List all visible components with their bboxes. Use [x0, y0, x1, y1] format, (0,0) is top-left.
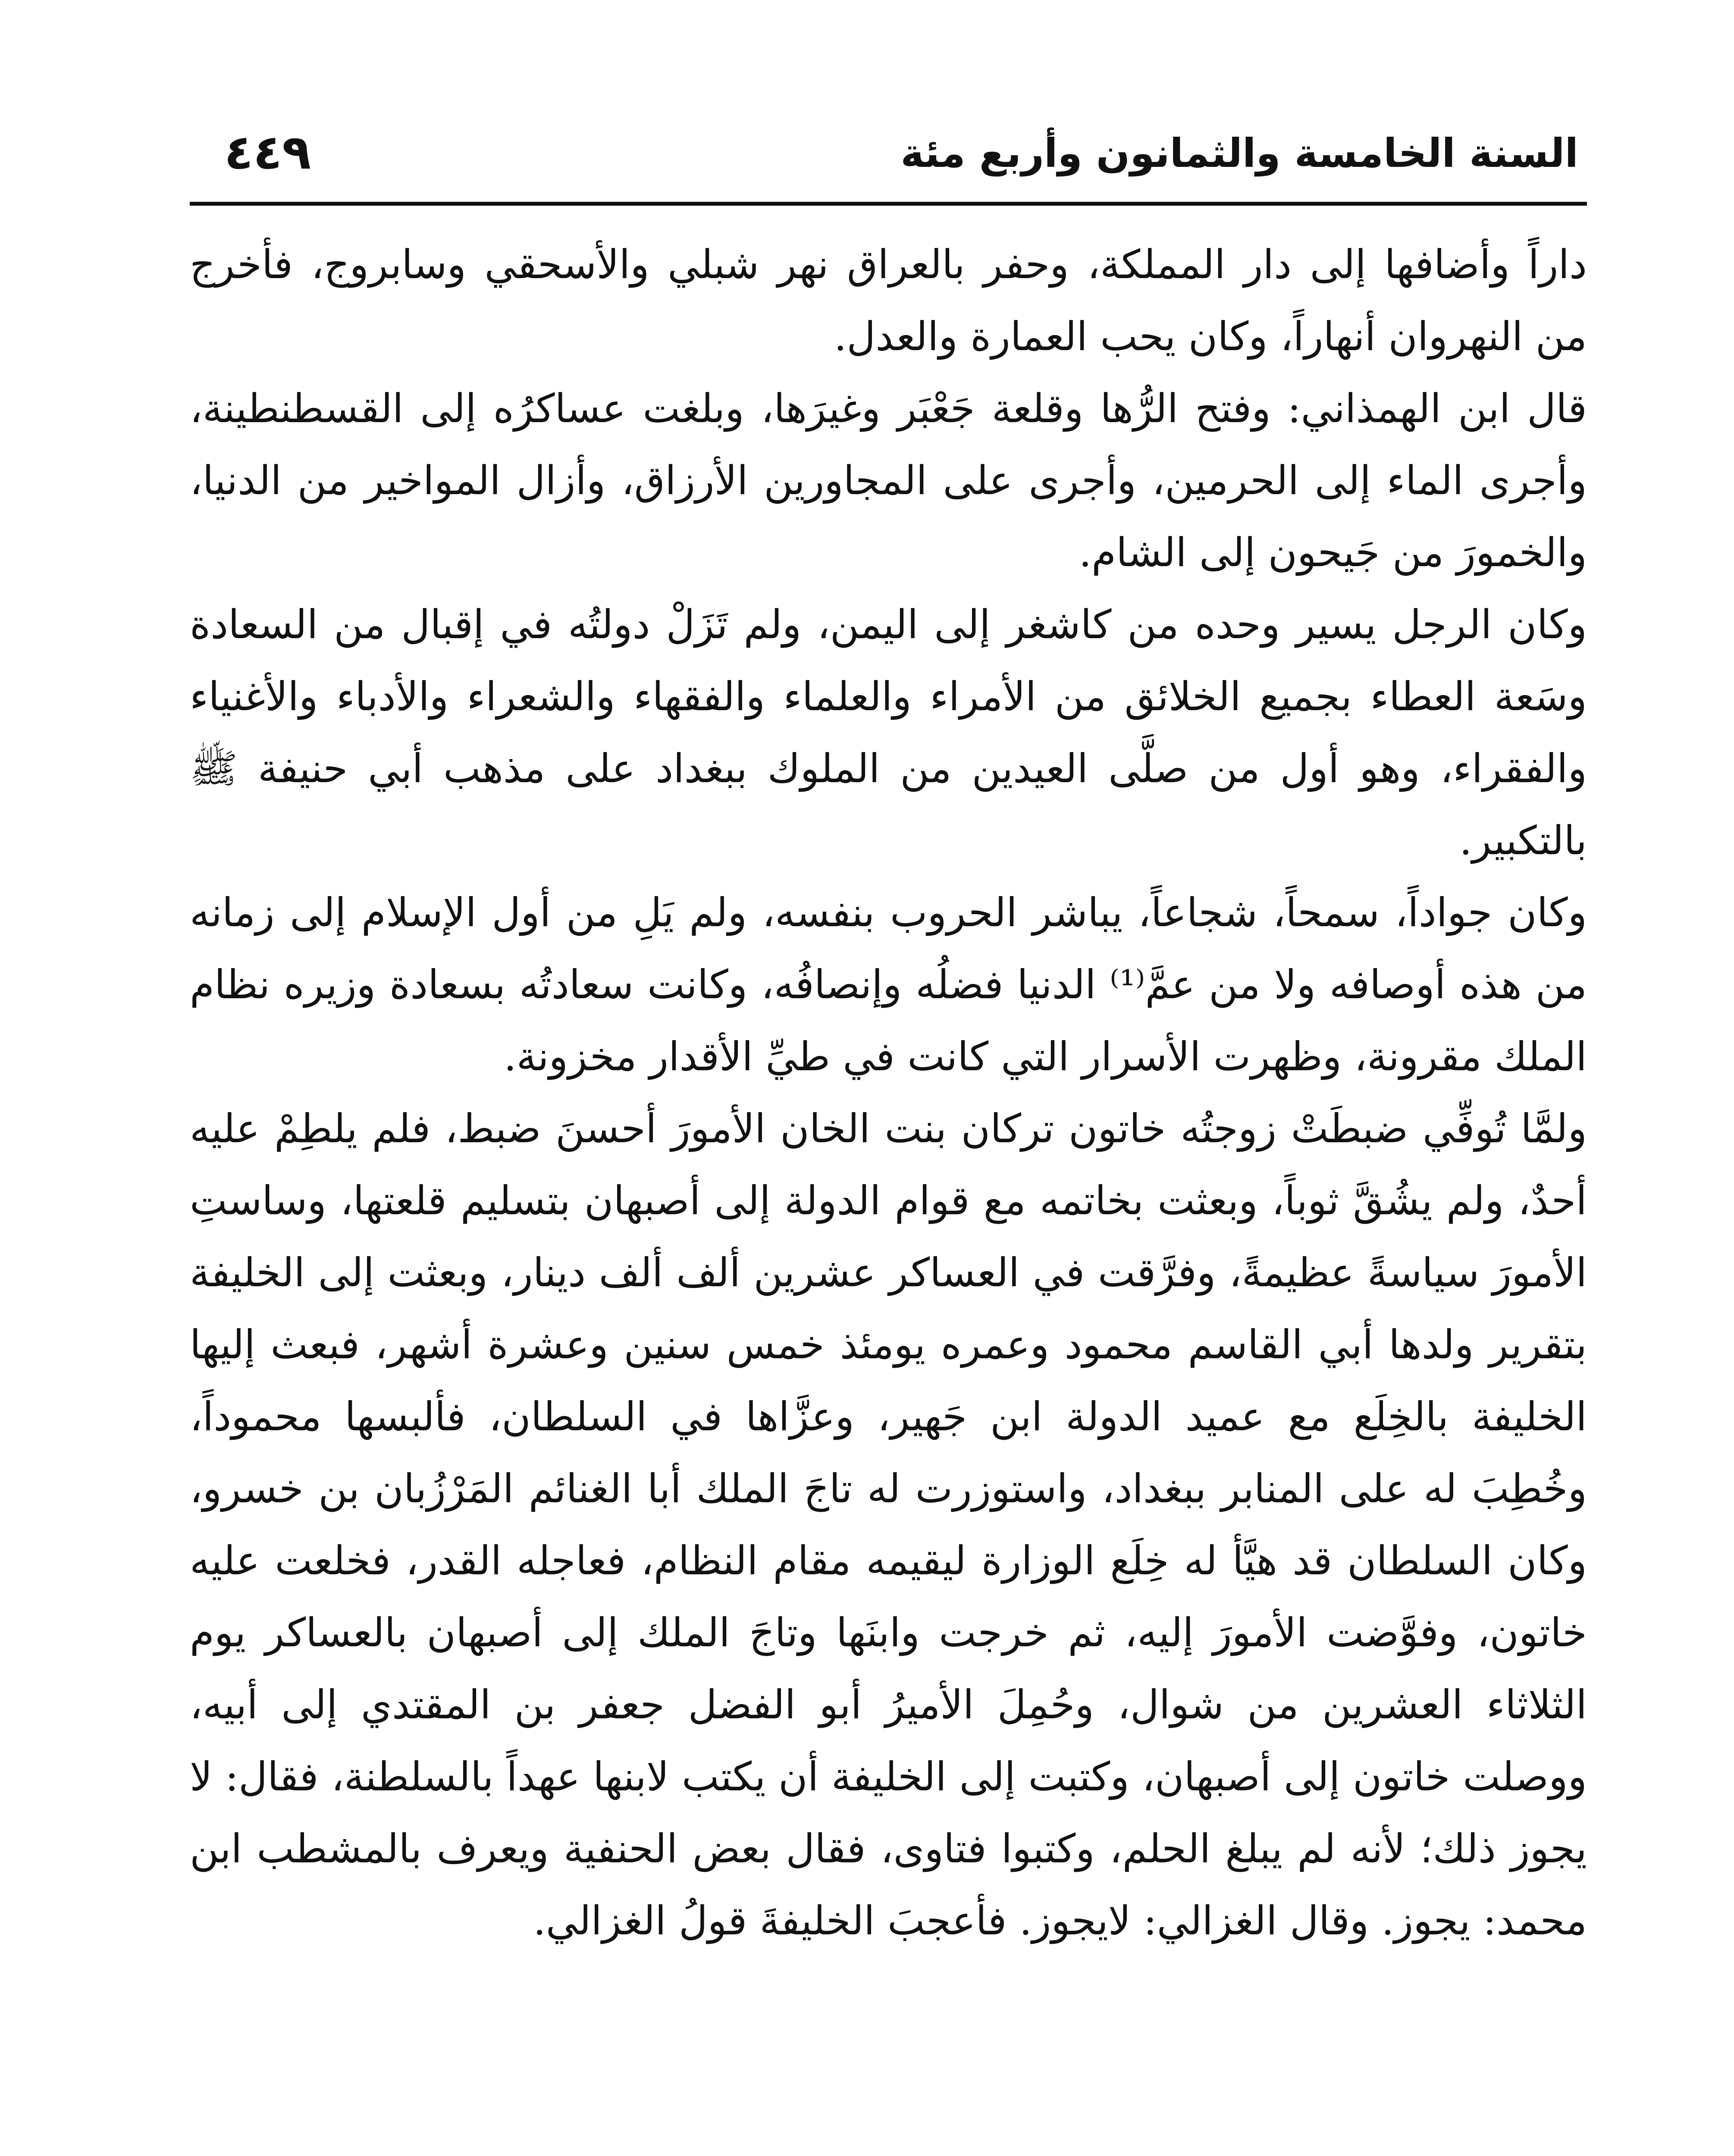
paragraph: قال ابن الهمذاني: وفتح الرُّها وقلعة جَعْبَر وغيرَها، وبلغت عساكرُه إلى القسطنطينة، وأجرى الماء إلى الحرمين، وأجرى على المجاورين الأرزاق، وأزال المواخير من الدنيا، والخمورَ من جَيحون إلى الشام. — [190, 385, 1587, 576]
paragraph: داراً وأضافها إلى دار المملكة، وحفر بالعراق نهر شبلي والأسحقي وسابروج، فأخرج من النهروان أنهاراً، وكان يحب العمارة والعدل. — [190, 241, 1587, 360]
header-divider — [190, 202, 1587, 206]
paragraph: وكان جواداً، سمحاً، شجاعاً، يباشر الحروب بنفسه، ولم يَلِ من أول الإسلام إلى زمانه من هذه أوصافه ولا من عمَّ⁽¹⁾ الدنيا فضلُه وإنصافُه، وكانت سعادتُه بسعادة وزيره نظام الملك مقرونة، وظهرت الأسرار التي كانت في طيِّ الأقدار مخزونة. — [190, 890, 1587, 1080]
page-header — [190, 103, 1587, 181]
paragraph: وكان الرجل يسير وحده من كاشغر إلى اليمن، ولم تَزَلْ دولتُه في إقبال من السعادة وسَعة العطاء بجميع الخلائق من الأمراء والعلماء والفقهاء والشعراء والأدباء والأغنياء والفقراء، وهو أول من صلَّى العيدين من الملوك ببغداد على مذهب أبي حنيفة ﷺ بالتكبير. — [190, 602, 1587, 864]
page-number: ٤٤٩ — [224, 125, 311, 180]
running-title: السنة الخامسة والثمانون وأربع مئة — [900, 130, 1578, 176]
book-page — [190, 103, 1587, 2156]
main-text — [190, 229, 1587, 1957]
paragraph: ولمَّا تُوفِّي ضبطَتْ زوجتُه خاتون تركان بنت الخان الأمورَ أحسنَ ضبط، فلم يلطِمْ عليه أحدٌ، ولم يشُقَّ ثوباً، وبعثت بخاتمه مع قوام الدولة إلى أصبهان بتسليم قلعتها، وساستِ الأمورَ سياسةً عظيمةً، وفرَّقت في العساكر عشرين ألف ألف دينار، وبعثت إلى الخليفة بتقرير ولدها أبي القاسم محمود وعمره يومئذ خمس سنين وعشرة أشهر، فبعث إليها الخليفة بالخِلَع مع عميد الدولة ابن جَهير، وعزَّاها في السلطان، فألبسها محموداً، وخُطِبَ له على المنابر ببغداد، واستوزرت له تاجَ الملك أبا الغنائم المَرْزُبان بن خسرو، وكان السلطان قد هيَّأ له خِلَع الوزارة ليقيمه مقام النظام، فعاجله القدر، فخلعت عليه خاتون، وفوَّضت الأمورَ إليه، ثم خرجت وابنَها وتاجَ الملك إلى أصبهان بالعساكر يوم الثلاثاء العشرين من شوال، وحُمِلَ الأميرُ أبو الفضل جعفر بن المقتدي إلى أبيه، ووصلت خاتون إلى أصبهان، وكتبت إلى الخليفة أن يكتب لابنها عهداً بالسلطنة، فقال: لا يجوز ذلك؛ لأنه لم يبلغ الحلم، وكتبوا فتاوى، فقال بعض الحنفية ويعرف بالمشطب ابن محمد: يجوز. وقال الغزالي: لايجوز. فأعجبَ الخليفةَ قولُ الغزالي. — [190, 1106, 1587, 1944]
